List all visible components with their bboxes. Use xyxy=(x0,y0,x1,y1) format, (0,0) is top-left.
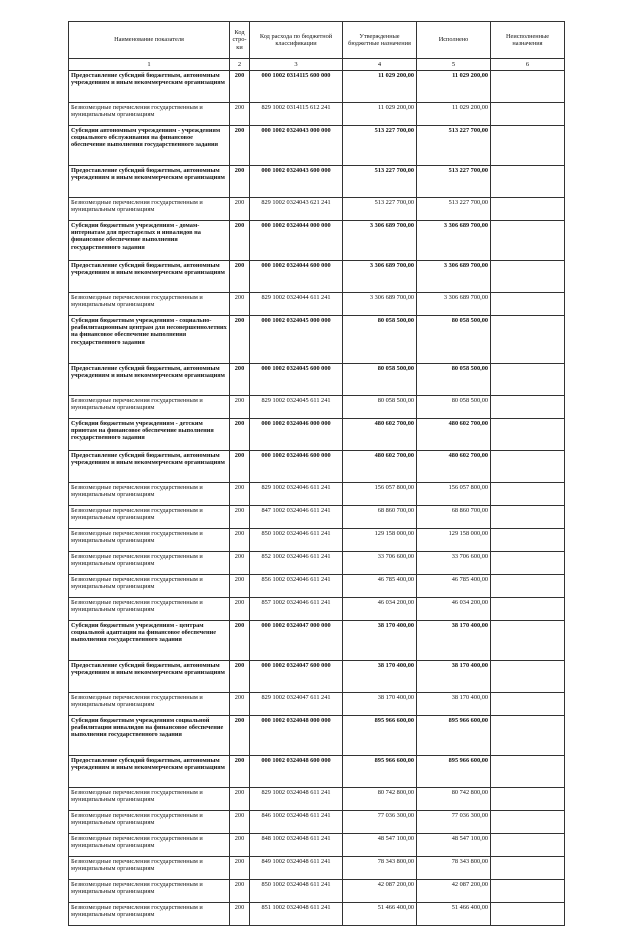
row-approved-amount: 513 227 700,00 xyxy=(343,166,417,198)
table-row xyxy=(69,903,565,926)
header-approved: Утвержденные бюджетные назначения xyxy=(343,22,417,59)
row-unexecuted-amount xyxy=(491,834,565,857)
row-budget-code: 829 1002 0324048 611 241 xyxy=(250,788,343,811)
row-unexecuted-amount xyxy=(491,529,565,552)
row-budget-code: 849 1002 0324048 611 241 xyxy=(250,857,343,880)
row-executed-amount: 480 602 700,00 xyxy=(417,451,491,483)
row-line-code: 200 xyxy=(230,316,250,364)
row-approved-amount: 513 227 700,00 xyxy=(343,126,417,166)
row-line-code: 200 xyxy=(230,716,250,756)
row-executed-amount: 46 034 200,00 xyxy=(417,598,491,621)
row-indicator-name: Безвозмездные перечисления государственным и муниципальным организациям xyxy=(69,811,230,834)
row-approved-amount: 46 034 200,00 xyxy=(343,598,417,621)
row-indicator-name: Субсидии бюджетным учреждениям - социально-реабилитационным центрам для несовершеннолетних на финансовое обеспечение выполнения государственного задания xyxy=(69,316,230,364)
row-executed-amount: 80 058 500,00 xyxy=(417,364,491,396)
row-executed-amount: 129 158 000,00 xyxy=(417,529,491,552)
row-approved-amount: 3 306 689 700,00 xyxy=(343,261,417,293)
table-row xyxy=(69,529,565,552)
row-indicator-name: Безвозмездные перечисления государственным и муниципальным организациям xyxy=(69,880,230,903)
row-budget-code: 829 1002 0324045 611 241 xyxy=(250,396,343,419)
table-row xyxy=(69,198,565,221)
row-budget-code: 829 1002 0324046 611 241 xyxy=(250,483,343,506)
column-number: 1 xyxy=(69,59,230,71)
table-row xyxy=(69,451,565,483)
row-budget-code: 851 1002 0324048 611 241 xyxy=(250,903,343,926)
table-row xyxy=(69,661,565,693)
row-approved-amount: 80 058 500,00 xyxy=(343,316,417,364)
row-budget-code: 000 1002 0324047 600 000 xyxy=(250,661,343,693)
row-executed-amount: 3 306 689 700,00 xyxy=(417,261,491,293)
row-executed-amount: 895 966 600,00 xyxy=(417,716,491,756)
row-unexecuted-amount xyxy=(491,198,565,221)
table-row xyxy=(69,756,565,788)
header-indicator-name: Наименование показателя xyxy=(69,22,230,59)
row-line-code: 200 xyxy=(230,103,250,126)
row-indicator-name: Субсидии бюджетным учреждениям - детским приютам на финансовое обеспечение выполнения государственного задания xyxy=(69,419,230,451)
row-executed-amount: 80 742 800,00 xyxy=(417,788,491,811)
table-row xyxy=(69,293,565,316)
row-line-code: 200 xyxy=(230,198,250,221)
row-indicator-name: Безвозмездные перечисления государственным и муниципальным организациям xyxy=(69,598,230,621)
row-indicator-name: Безвозмездные перечисления государственным и муниципальным организациям xyxy=(69,293,230,316)
row-budget-code: 000 1002 0324048 000 000 xyxy=(250,716,343,756)
row-budget-code: 000 1002 0324044 600 000 xyxy=(250,261,343,293)
row-approved-amount: 38 170 400,00 xyxy=(343,621,417,661)
row-approved-amount: 513 227 700,00 xyxy=(343,198,417,221)
row-unexecuted-amount xyxy=(491,693,565,716)
row-line-code: 200 xyxy=(230,166,250,198)
row-executed-amount: 480 602 700,00 xyxy=(417,419,491,451)
row-unexecuted-amount xyxy=(491,364,565,396)
row-executed-amount: 80 058 500,00 xyxy=(417,396,491,419)
row-unexecuted-amount xyxy=(491,716,565,756)
row-indicator-name: Субсидии бюджетным учреждениям социальной реабилитации инвалидов на финансовое обеспечение выполнения государственного задания xyxy=(69,716,230,756)
row-line-code: 200 xyxy=(230,903,250,926)
row-unexecuted-amount xyxy=(491,598,565,621)
row-unexecuted-amount xyxy=(491,575,565,598)
row-line-code: 200 xyxy=(230,506,250,529)
budget-execution-sheet xyxy=(68,21,564,926)
table-row xyxy=(69,166,565,198)
row-indicator-name: Безвозмездные перечисления государственным и муниципальным организациям xyxy=(69,788,230,811)
column-number: 5 xyxy=(417,59,491,71)
row-budget-code: 856 1002 0324046 611 241 xyxy=(250,575,343,598)
table-row xyxy=(69,71,565,103)
table-row xyxy=(69,811,565,834)
row-line-code: 200 xyxy=(230,419,250,451)
row-approved-amount: 51 466 400,00 xyxy=(343,903,417,926)
row-budget-code: 829 1002 0324043 621 241 xyxy=(250,198,343,221)
row-approved-amount: 77 036 300,00 xyxy=(343,811,417,834)
column-number: 6 xyxy=(491,59,565,71)
row-line-code: 200 xyxy=(230,880,250,903)
row-line-code: 200 xyxy=(230,529,250,552)
table-row xyxy=(69,552,565,575)
row-unexecuted-amount xyxy=(491,451,565,483)
table-row xyxy=(69,788,565,811)
row-unexecuted-amount xyxy=(491,103,565,126)
row-budget-code: 000 1002 0324043 000 000 xyxy=(250,126,343,166)
row-unexecuted-amount xyxy=(491,903,565,926)
header-executed: Исполнено xyxy=(417,22,491,59)
row-indicator-name: Безвозмездные перечисления государственным и муниципальным организациям xyxy=(69,396,230,419)
row-executed-amount: 11 029 200,00 xyxy=(417,103,491,126)
row-line-code: 200 xyxy=(230,834,250,857)
row-line-code: 200 xyxy=(230,396,250,419)
row-approved-amount: 129 158 000,00 xyxy=(343,529,417,552)
table-body xyxy=(69,71,565,926)
row-executed-amount: 51 466 400,00 xyxy=(417,903,491,926)
table-row xyxy=(69,598,565,621)
row-approved-amount: 46 785 400,00 xyxy=(343,575,417,598)
row-line-code: 200 xyxy=(230,788,250,811)
table-row xyxy=(69,880,565,903)
row-budget-code: 000 1002 0324047 000 000 xyxy=(250,621,343,661)
row-executed-amount: 78 343 800,00 xyxy=(417,857,491,880)
row-executed-amount: 33 706 600,00 xyxy=(417,552,491,575)
row-line-code: 200 xyxy=(230,126,250,166)
table-row xyxy=(69,419,565,451)
row-approved-amount: 156 057 800,00 xyxy=(343,483,417,506)
row-indicator-name: Безвозмездные перечисления государственным и муниципальным организациям xyxy=(69,552,230,575)
row-unexecuted-amount xyxy=(491,811,565,834)
row-unexecuted-amount xyxy=(491,788,565,811)
table-row xyxy=(69,716,565,756)
row-unexecuted-amount xyxy=(491,880,565,903)
row-indicator-name: Предоставление субсидий бюджетным, автономным учреждениям и иным некоммерческим организациям xyxy=(69,661,230,693)
row-budget-code: 850 1002 0324048 611 241 xyxy=(250,880,343,903)
row-indicator-name: Безвозмездные перечисления государственным и муниципальным организациям xyxy=(69,103,230,126)
row-approved-amount: 11 029 200,00 xyxy=(343,103,417,126)
row-budget-code: 850 1002 0324046 611 241 xyxy=(250,529,343,552)
row-line-code: 200 xyxy=(230,693,250,716)
row-indicator-name: Предоставление субсидий бюджетным, автономным учреждениям и иным некоммерческим организациям xyxy=(69,71,230,103)
row-approved-amount: 80 742 800,00 xyxy=(343,788,417,811)
row-budget-code: 000 1002 0314115 600 000 xyxy=(250,71,343,103)
row-indicator-name: Безвозмездные перечисления государственным и муниципальным организациям xyxy=(69,903,230,926)
row-executed-amount: 156 057 800,00 xyxy=(417,483,491,506)
table-row xyxy=(69,103,565,126)
row-unexecuted-amount xyxy=(491,621,565,661)
row-indicator-name: Безвозмездные перечисления государственным и муниципальным организациям xyxy=(69,693,230,716)
row-line-code: 200 xyxy=(230,857,250,880)
row-line-code: 200 xyxy=(230,221,250,261)
row-budget-code: 857 1002 0324046 611 241 xyxy=(250,598,343,621)
row-budget-code: 846 1002 0324048 611 241 xyxy=(250,811,343,834)
row-approved-amount: 38 170 400,00 xyxy=(343,693,417,716)
row-line-code: 200 xyxy=(230,364,250,396)
row-executed-amount: 38 170 400,00 xyxy=(417,693,491,716)
row-unexecuted-amount xyxy=(491,483,565,506)
row-unexecuted-amount xyxy=(491,552,565,575)
row-unexecuted-amount xyxy=(491,166,565,198)
row-line-code: 200 xyxy=(230,621,250,661)
row-line-code: 200 xyxy=(230,575,250,598)
row-executed-amount: 38 170 400,00 xyxy=(417,621,491,661)
expenditure-table xyxy=(68,21,565,926)
row-approved-amount: 48 547 100,00 xyxy=(343,834,417,857)
row-executed-amount: 513 227 700,00 xyxy=(417,126,491,166)
table-row xyxy=(69,396,565,419)
row-line-code: 200 xyxy=(230,451,250,483)
row-executed-amount: 38 170 400,00 xyxy=(417,661,491,693)
header-unexecuted: Неисполненные назначения xyxy=(491,22,565,59)
row-budget-code: 000 1002 0324045 000 000 xyxy=(250,316,343,364)
row-approved-amount: 42 087 200,00 xyxy=(343,880,417,903)
row-budget-code: 000 1002 0324046 000 000 xyxy=(250,419,343,451)
table-row xyxy=(69,575,565,598)
table-row xyxy=(69,693,565,716)
row-indicator-name: Безвозмездные перечисления государственным и муниципальным организациям xyxy=(69,483,230,506)
row-unexecuted-amount xyxy=(491,396,565,419)
row-approved-amount: 33 706 600,00 xyxy=(343,552,417,575)
table-row xyxy=(69,483,565,506)
header-line-code: Код стро-ки xyxy=(230,22,250,59)
row-unexecuted-amount xyxy=(491,293,565,316)
row-unexecuted-amount xyxy=(491,261,565,293)
row-budget-code: 848 1002 0324048 611 241 xyxy=(250,834,343,857)
row-approved-amount: 78 343 800,00 xyxy=(343,857,417,880)
row-line-code: 200 xyxy=(230,661,250,693)
table-header-row xyxy=(69,22,565,59)
row-indicator-name: Предоставление субсидий бюджетным, автономным учреждениям и иным некоммерческим организациям xyxy=(69,756,230,788)
row-budget-code: 000 1002 0324048 600 000 xyxy=(250,756,343,788)
row-unexecuted-amount xyxy=(491,126,565,166)
row-indicator-name: Субсидии бюджетным учреждениям - центрам социальной адаптации на финансовое обеспечение выполнения государственного задания xyxy=(69,621,230,661)
row-line-code: 200 xyxy=(230,261,250,293)
row-approved-amount: 480 602 700,00 xyxy=(343,419,417,451)
row-indicator-name: Субсидии бюджетным учреждениям - домам-интернатам для престарелых и инвалидов на финансовое обеспечение выполнения государственного задания xyxy=(69,221,230,261)
row-executed-amount: 46 785 400,00 xyxy=(417,575,491,598)
table-row xyxy=(69,834,565,857)
row-approved-amount: 3 306 689 700,00 xyxy=(343,221,417,261)
row-budget-code: 000 1002 0324043 600 000 xyxy=(250,166,343,198)
row-line-code: 200 xyxy=(230,598,250,621)
row-unexecuted-amount xyxy=(491,71,565,103)
row-executed-amount: 513 227 700,00 xyxy=(417,198,491,221)
row-executed-amount: 895 966 600,00 xyxy=(417,756,491,788)
row-indicator-name: Безвозмездные перечисления государственным и муниципальным организациям xyxy=(69,575,230,598)
row-unexecuted-amount xyxy=(491,221,565,261)
table-row xyxy=(69,221,565,261)
row-indicator-name: Безвозмездные перечисления государственным и муниципальным организациям xyxy=(69,506,230,529)
header-budget-code: Код расхода по бюджетной классификации xyxy=(250,22,343,59)
row-indicator-name: Предоставление субсидий бюджетным, автономным учреждениям и иным некоммерческим организациям xyxy=(69,364,230,396)
row-indicator-name: Безвозмездные перечисления государственным и муниципальным организациям xyxy=(69,529,230,552)
table-row xyxy=(69,621,565,661)
row-budget-code: 000 1002 0324046 600 000 xyxy=(250,451,343,483)
row-executed-amount: 77 036 300,00 xyxy=(417,811,491,834)
row-executed-amount: 3 306 689 700,00 xyxy=(417,221,491,261)
column-number: 2 xyxy=(230,59,250,71)
row-executed-amount: 68 860 700,00 xyxy=(417,506,491,529)
table-row xyxy=(69,316,565,364)
row-approved-amount: 80 058 500,00 xyxy=(343,364,417,396)
row-line-code: 200 xyxy=(230,293,250,316)
row-executed-amount: 3 306 689 700,00 xyxy=(417,293,491,316)
row-unexecuted-amount xyxy=(491,661,565,693)
row-unexecuted-amount xyxy=(491,857,565,880)
row-budget-code: 847 1002 0324046 611 241 xyxy=(250,506,343,529)
row-executed-amount: 48 547 100,00 xyxy=(417,834,491,857)
row-unexecuted-amount xyxy=(491,756,565,788)
row-approved-amount: 895 966 600,00 xyxy=(343,756,417,788)
row-line-code: 200 xyxy=(230,811,250,834)
row-approved-amount: 38 170 400,00 xyxy=(343,661,417,693)
row-executed-amount: 42 087 200,00 xyxy=(417,880,491,903)
row-indicator-name: Предоставление субсидий бюджетным, автономным учреждениям и иным некоммерческим организациям xyxy=(69,261,230,293)
row-indicator-name: Субсидии автономным учреждениям - учреждениям социального обслуживания на финансовое обеспечение выполнения государственного задания xyxy=(69,126,230,166)
row-unexecuted-amount xyxy=(491,506,565,529)
row-indicator-name: Предоставление субсидий бюджетным, автономным учреждениям и иным некоммерческим организациям xyxy=(69,166,230,198)
row-budget-code: 829 1002 0324044 611 241 xyxy=(250,293,343,316)
row-line-code: 200 xyxy=(230,71,250,103)
column-number-row xyxy=(69,59,565,71)
row-budget-code: 829 1002 0324047 611 241 xyxy=(250,693,343,716)
row-unexecuted-amount xyxy=(491,419,565,451)
row-line-code: 200 xyxy=(230,552,250,575)
row-line-code: 200 xyxy=(230,483,250,506)
table-row xyxy=(69,506,565,529)
row-budget-code: 829 1002 0314115 612 241 xyxy=(250,103,343,126)
row-indicator-name: Безвозмездные перечисления государственным и муниципальным организациям xyxy=(69,857,230,880)
row-line-code: 200 xyxy=(230,756,250,788)
row-approved-amount: 11 029 200,00 xyxy=(343,71,417,103)
table-row xyxy=(69,126,565,166)
row-indicator-name: Безвозмездные перечисления государственным и муниципальным организациям xyxy=(69,834,230,857)
row-budget-code: 000 1002 0324044 000 000 xyxy=(250,221,343,261)
row-approved-amount: 480 602 700,00 xyxy=(343,451,417,483)
row-budget-code: 852 1002 0324046 611 241 xyxy=(250,552,343,575)
row-approved-amount: 68 860 700,00 xyxy=(343,506,417,529)
row-executed-amount: 80 058 500,00 xyxy=(417,316,491,364)
row-indicator-name: Безвозмездные перечисления государственным и муниципальным организациям xyxy=(69,198,230,221)
table-row xyxy=(69,857,565,880)
table-row xyxy=(69,261,565,293)
row-executed-amount: 513 227 700,00 xyxy=(417,166,491,198)
row-budget-code: 000 1002 0324045 600 000 xyxy=(250,364,343,396)
column-number: 4 xyxy=(343,59,417,71)
table-row xyxy=(69,364,565,396)
row-indicator-name: Предоставление субсидий бюджетным, автономным учреждениям и иным некоммерческим организациям xyxy=(69,451,230,483)
column-number: 3 xyxy=(250,59,343,71)
row-unexecuted-amount xyxy=(491,316,565,364)
row-approved-amount: 3 306 689 700,00 xyxy=(343,293,417,316)
row-approved-amount: 80 058 500,00 xyxy=(343,396,417,419)
row-executed-amount: 11 029 200,00 xyxy=(417,71,491,103)
row-approved-amount: 895 966 600,00 xyxy=(343,716,417,756)
